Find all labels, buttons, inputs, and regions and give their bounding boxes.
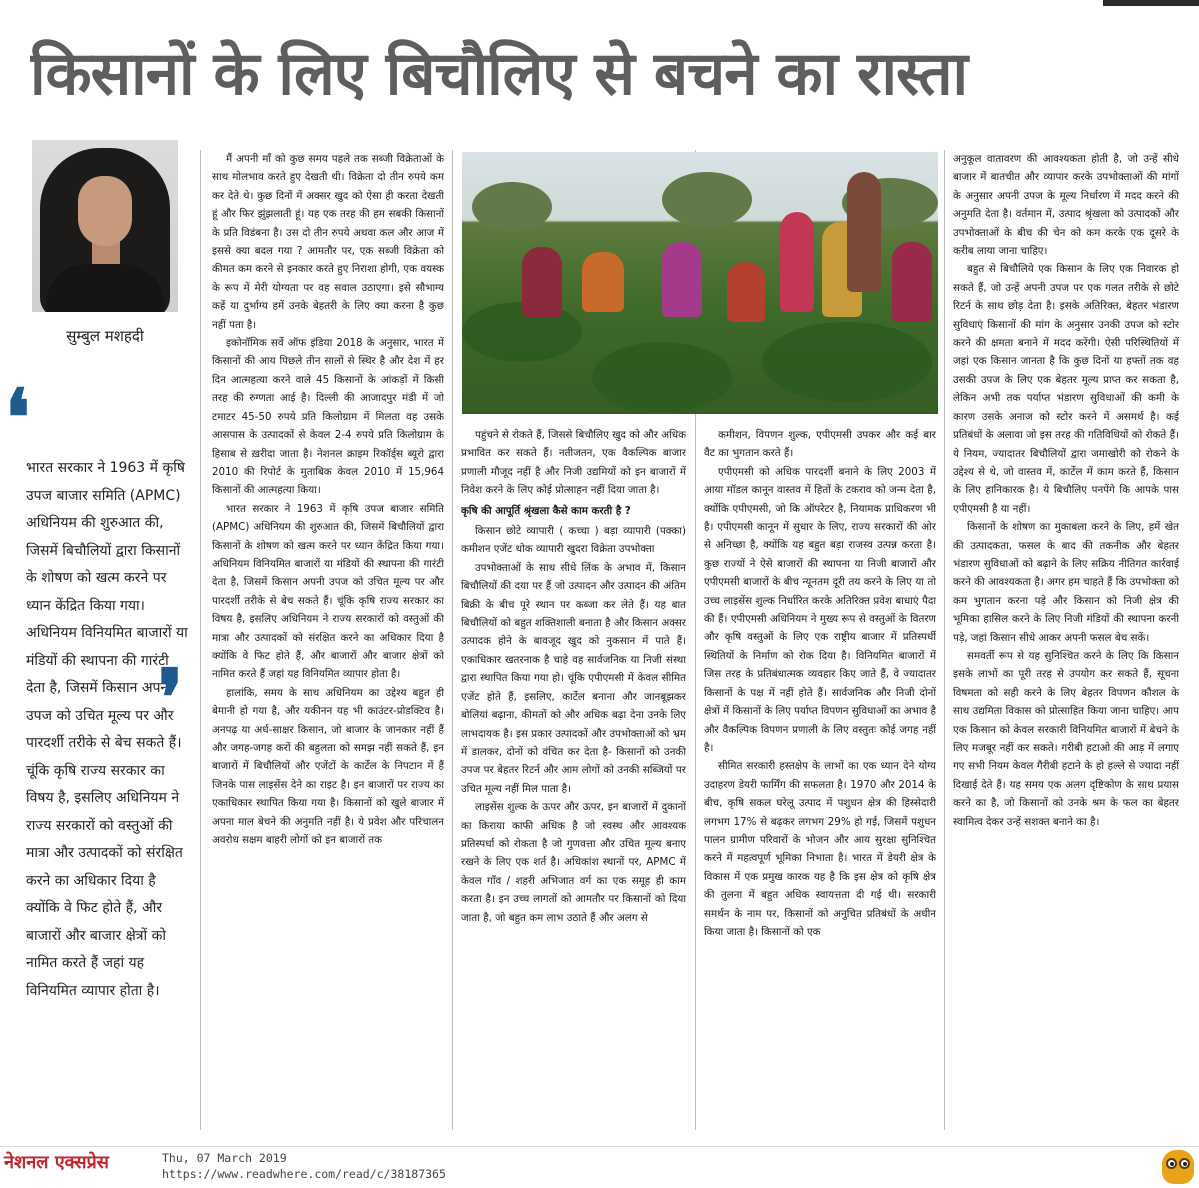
paragraph: भारत सरकार ने 1963 में कृषि उपज बाजार समिति (APMC) अधिनियम की शुरुआत की, जिसमें बिचौलियों द्वारा किसानों के शोषण को खत्म करने पर ध्यान केंद्रित किया गया। अधिनियम विनियमित बाजारों या मंडियों की स्थापना की गारंटी देता है, जिसमें किसान अपनी उपज को उचित मूल्य पर और पारदर्शी तरीके से बेच सकते हैं। चूंकि कृषि राज्य सरकार का विषय है, इसलिए अधिनियम ने राज्य सरकारों को वस्तुओं की मात्रा और उत्पादकों को संरक्षित करने का अधिकार दिया है क्योंकि वे फिट होते हैं, और बाजारों और बाजार क्षेत्रों को नामित करते हैं जहां यह विनियमित व्यापार होता है।: [212, 502, 444, 681]
paragraph: मैं अपनी माँ को कुछ समय पहले तक सब्जी विक्रेताओं के साथ मोलभाव करते हुए देखती थी। विक्रेता दो तीन रुपये कम कर देते थे। कुछ दिनों में अक्सर खुद को ऐसा ही करता देखती हूं और फिर झुंझलाती हूं। यह एक तरह की हम सबकी किसानों के प्रति विडंबना है। उस दो तीन रुपये अथवा कल और आज में इससे क्या बदल गया ? आमतौर पर, एक सब्जी विक्रेता को कीमत कम करने से इनकार करते हुए निराशा होगी, एक वयस्क के रूप में मेरी योग्यता पर वह सवाल उठाएगा। इसे सौभाग्य कहें या दुर्भाग्य हमें उनके बेहतरी के लिए क्या करना है कुछ नहीं पता है।: [212, 153, 444, 331]
paragraph: उपभोक्ताओं के साथ सीधे लिंक के अभाव में, किसान बिचौलियों की दया पर हैं जो उत्पादन और उत्पादन की अंतिम बिक्री के बीच पूरे स्थान पर कब्जा कर लेते हैं। यह बात बिचौलियों को बहुत शक्तिशाली बनाता है और किसान अक्सर उत्पादक होने के बावजूद खुद को नुकसान में पाते हैं। एकाधिकार खतरनाक है चाहे वह सार्वजनिक या निजी संस्था द्वारा स्थापित किया गया हो। चूंकि एपीएमसी में केवल सीमित एजेंट होते हैं, इसलिए, कार्टेल बनाना और जानबूझकर बोलियां बढ़ाना, कीमतों को और अधिक बढ़ा देना उनके लिए लाभदायक है। इस प्रकार उत्पादकों और उपभोक्ताओं को भ्रम में डालकर, दोनों को वंचित कर देता है- किसानों को उनकी उपज पर बेहतर रिटर्न और आम लोगों को उनकी सब्जियों पर उचित मूल्य नहीं मिल पाता है।: [461, 561, 686, 795]
edition-date: Thu, 07 March 2019: [162, 1151, 287, 1165]
pull-quote: भारत सरकार ने 1963 में कृषि उपज बाजार समिति (APMC) अधिनियम की शुरुआत की, जिसमें बिचौलियों द्वारा किसानों के शोषण को खत्म करने पर ध्यान केंद्रित किया गया। अधिनियम विनियमित बाजारों या मंडियों की स्थापना की गारंटी देता है, जिसमें किसान अपनी उपज को उचित मूल्य पर और पारदर्शी तरीके से बेच सकते हैं। चूंकि कृषि राज्य सरकार का विषय है, इसलिए अधिनियम ने राज्य सरकारों को वस्तुओं की मात्रा और उत्पादकों को संरक्षित करने का अधिकार दिया है क्योंकि वे फिट होते हैं, और बाजारों और बाजार क्षेत्रों को नामित करते हैं जहां यह विनियमित व्यापार होता है।: [26, 460, 188, 999]
column-divider: [944, 150, 945, 1130]
footer-meta: [162, 1150, 446, 1182]
article-column-4: [953, 150, 1179, 1130]
column-divider: [200, 150, 201, 1130]
paragraph: पहुंचने से रोकते हैं, जिससे बिचौलिए खुद को और अधिक प्रभावित कर सकते हैं। नतीजतन, एक वैकल्पिक बाजार प्रणाली मौजूद नहीं है और निजी उद्यमियों को इन बाजारों में निवेश करने के लिए कोई प्रोत्साहन नहीं दिया जाता है।: [461, 429, 686, 497]
paragraph: इकोनॉमिक सर्वे ऑफ इंडिया 2018 के अनुसार, भारत में किसानों की आय पिछले तीन सालों से स्थिर है और देश में हर दिन आत्महत्या करने वाले 45 किसानों के आंकड़ों में किसी तरह की रुग्णता आई है। दिल्ली की आजादपुर मंडी में जो टमाटर 45-50 रुपये प्रति किलोग्राम में मिलता वह उसके आसपास के उत्पादकों से केवल 2-4 रुपये प्रति किलोग्राम के हिसाब से ख़रीदा जाता है। नेशनल क्राइम रिकॉर्ड्स ब्यूरो द्वारा 2010 की रिपोर्ट के मुताबिक केवल 2010 में 15,964 किसानों की आत्महत्या किया।: [212, 337, 444, 497]
paragraph: किसान छोटे व्यापारी ( कच्चा ) बड़ा व्यापारी (पक्का) कमीशन एजेंट थोक व्यापारी खुदरा विक्रेता उपभोक्ता: [461, 525, 686, 556]
author-photo: [32, 140, 178, 312]
paragraph: अनुकूल वातावरण की आवश्यकता होती है, जो उन्हें सीधे बाजार में बातचीत और व्यापार करके उपभोक्ताओं की मांगों के अनुसार अपनी उपज के मूल्य निर्धारण में मदद करने की अनुमति देता है। वर्तमान में, उत्पाद श्रृंखला को उत्पादकों और उपभोक्ताओं के बीच की चेन को कम करके एक दूसरे के करीब लाया जाना चाहिए।: [953, 153, 1179, 258]
footer-divider: [0, 1146, 1199, 1147]
article-column-2: [461, 426, 686, 1130]
publication-logo: [4, 1150, 109, 1174]
paragraph: किसानों के शोषण का मुकाबला करने के लिए, हमें खेत की उत्पादकता, फसल के बाद की तकनीक और बेहतर भंडारण सुविधाओं को बढ़ाने के लिए सक्रिय नीतिगत कार्रवाई करने की आवश्यकता है। अगर हम चाहते हैं कि उपभोक्ता को कम भुगतान करना पड़े और किसान को निजी क्षेत्र की भूमिका हासिल करने के लिए निजी मंडियों की स्थापना करनी पड़े, जहां किसान सीधे आकर अपनी फसल बेच सकें।: [953, 521, 1179, 644]
paragraph: एपीएमसी को अधिक पारदर्शी बनाने के लिए 2003 में आया मॉडल कानून वास्तव में हितों के टकराव को जन्म देता है, क्योंकि एपीएमसी, जो कि ऑपरेटर है, नियामक प्राधिकरण भी है। एपीएमसी कानून में सुधार के लिए, राज्य सरकारों की ओर से अनिच्छा है, क्योंकि यह बहुत बड़ा राजस्व उत्पन्न करता है। कुछ राज्यों ने ऐसे बाजारों की स्थापना या निजी बाजारों और एपीएमसी बाजारों के बीच न्यूनतम दूरी तय करने के लिए या तो उच्च लाइसेंस शुल्क निर्धारित करके अतिरिक्त प्रवेश बाधाएं पैदा की हैं। एपीएमसी अधिनियम ने मुख्य रूप से वस्तुओं के वितरण और कृषि वस्तुओं के लिए एक राष्ट्रीय बाजार में प्रतिस्पर्धी स्थितियों के निर्माण को रोक दिया है। विनियमित बाजारों में जिस तरह के प्रतिबंधात्मक व्यवहार किए जाते हैं, वे ज्यादातर किसानों के पक्ष में नहीं होते हैं। सार्वजनिक और निजी दोनों क्षेत्रों में किसानों के लिए पर्याप्त विपणन सुविधाओं का अभाव है और वैकल्पिक विपणन प्रणाली के लिए वस्तुतः कोई जगह नहीं है।: [704, 465, 936, 754]
paragraph: हालांकि, समय के साथ अधिनियम का उद्देश्य बहुत ही बेमानी हो गया है, और यकीनन यह भी काउंटर-प्रोडक्टिव है। अनपढ़ या अर्ध-साक्षर किसान, जो बाजार के जानकार नहीं हैं और जगह-जगह करों की बहुलता को समझ नहीं सकते हैं, इन बाजारों में बिचौलियों और एजेंटों के कार्टेल के निपटान में हैं जिनके पास लाइसेंस देने का राइट है। इन बाजारों पर राज्य का एकाधिकार स्थापित किया गया है। किसानों को खुले बाजार में अपना माल बेचने की अनुमति नहीं है। ये प्रवेश और परिचालन अवरोध सक्षम बाहरी लोगों को इन बाजारों तक: [212, 686, 444, 847]
subheading: कृषि की आपूर्ति श्रृंखला कैसे काम करती है ?: [461, 504, 631, 517]
top-bar: [1103, 0, 1199, 6]
article-column-3: [704, 426, 936, 1130]
close-quote-icon: ❜: [158, 653, 184, 744]
owl-icon[interactable]: [1162, 1150, 1194, 1184]
paragraph: कमीशन, विपणन शुल्क, एपीएमसी उपकर और कई बार वैट का भुगतान करते हैं।: [704, 429, 936, 460]
paragraph: समवर्ती रूप से यह सुनिश्चित करने के लिए कि किसान इसके लाभों का पूरी तरह से उपयोग कर सकते हैं, सूचना विषमता को सही करने के लिए बेहतर विपणन कौशल के साथ उद्यमिता विकास को प्रोत्साहित किया जाना चाहिए। आप एक किसान को केवल सरकारी विनियमित बाजारों में बेचने के लिए मजबूर नहीं कर सकते। गरीबी हटाओ की आड़ में लगाए गए सभी नियम केवल गैरीबी हटाने के हो हल्ले से ज्यादा नहीं दिखाई देते हैं। यह समय एक अलग दृष्टिकोण के साथ प्रयास करने का है, जो किसानों को उनके श्रम के फल का बेहतर स्वामित्व देकर उन्हें सशक्त बनाने का है।: [953, 649, 1179, 828]
headline: किसानों के लिए बिचौलिए से बचने का रास्ता: [30, 39, 968, 109]
source-url[interactable]: https://www.readwhere.com/read/c/38187365: [162, 1167, 446, 1181]
article-column-1: [212, 150, 444, 1130]
paragraph: लाइसेंस शुल्क के ऊपर और ऊपर, इन बाजारों में दुकानों का किराया काफी अधिक है जो स्वस्थ और आवश्यक प्रतिस्पर्धा को रोकता है जो गुणवत्ता और उचित मूल्य बनाए रखने के लिए एक शर्त है। अधिकांश स्थानों पर, APMC में केवल गाँव / शहरी अभिजात वर्ग का एक समूह ही काम करता है। इन उच्च लागतों को आमतौर पर किसानों को दिया जाता है, जो बहुत कम लाभ उठाते हैं और अलग से: [461, 801, 686, 924]
paragraph: सीमित सरकारी हस्तक्षेप के लाभों का एक ध्यान देने योग्य उदाहरण डेयरी फार्मिंग की सफलता है। 1970 और 2014 के बीच, कृषि सकल घरेलू उत्पाद में पशुधन क्षेत्र की हिस्सेदारी लगभग 17% से बढ़कर लगभग 29% हो गई, जिसमें पशुधन पालन ग्रामीण परिवारों के भोजन और आय सुरक्षा सुनिश्चित करने में महत्वपूर्ण भूमिका निभाता है। भारत में डेयरी क्षेत्र के विकास में एक प्रमुख कारक यह है कि इस क्षेत्र को कृषि क्षेत्र की तुलना में बहुत अधिक स्वायत्तता दी गई थी। सरकारी समर्थन के नाम पर, किसानों को अनुचित प्रतिबंधों के अधीन किया जाता है। किसानों को एक: [704, 760, 936, 938]
logo-text: नेशनल एक्सप्रेस: [4, 1152, 109, 1173]
paragraph: बहुत से बिचौलिये एक किसान के लिए एक निवारक हो सकते हैं, जो उन्हें अपनी उपज पर एक गलत तरीके से छोटे रिटर्न के साथ छोड़ देता है। इसके अतिरिक्त, बेहतर भंडारण सुविधाएं किसानों की मांग के अनुसार उनकी उपज को स्टोर करने की क्षमता बनाने में मदद करेंगी। ऐसी परिस्थितियों में जहां एक किसान जानता है कि कुछ दिनों या हफ्तों तक वह उसकी उपज के लिए एक बेहतर मूल्य प्राप्त कर सकता है, लेकिन अभी तक पर्याप्त भंडारण सुविधाओं की कमी के कारण उसके अनाज को स्टोर करने में असमर्थ है। कई प्रतिबंधों के अलावा जो इस तरह की गतिविधियों को रोकते हैं। ये नियम, ज्यादातर बिचौलियों द्वारा जमाखोरी को रोकने के उद्देश्य से थे, जो वास्तव में, कार्टेल में काम करते हैं, किसान के लिए हानिकारक है। ये बिचौलिए पनपेंगे कि आपके पास एपीएमसी है या नहीं।: [953, 263, 1179, 515]
farm-photo: [462, 152, 938, 414]
author-byline: सुम्बुल मशहदी: [66, 327, 144, 345]
open-quote-icon: ❛: [5, 373, 31, 464]
column-divider: [452, 150, 453, 1130]
